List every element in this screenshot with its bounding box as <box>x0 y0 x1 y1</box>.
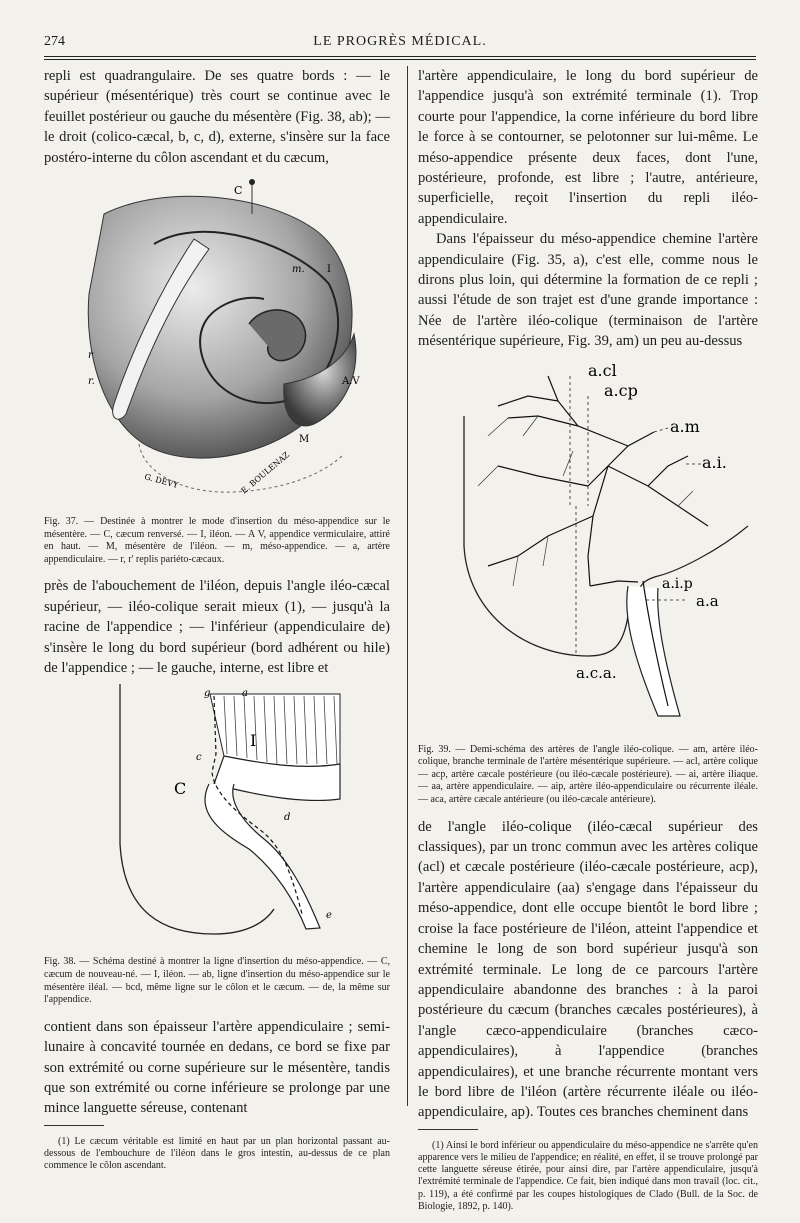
left-column <box>44 66 390 1182</box>
left-paragraph-1: repli est quadrangulaire. De ses quatre bords : — le supérieur (mésentérique) très court se continue avec le feuillet postérieur ou gauche du mésentère (Fig. 38, ab); — le droit (colico-cæcal, b, c, d), externe, s'insère sur la face postéro-interne du côlon ascendant et du cæcum, <box>44 68 390 166</box>
figure-37-caption: Fig. 37. — Destinée à montrer le mode d'insertion du méso-appendice sur le mésentère. — C, cæcum renversé. — I, iléon. — A V, appendice vermiculaire, attiré en haut. — M, mésentère de l'iléon. — m, méso-appendice. — a, artère appendiculaire. — r, r' replis pariéto-cæcaux. <box>44 516 390 565</box>
figure-38-diagram <box>44 684 390 944</box>
right-paragraph-2: Dans l'épaisseur du méso-appendice chemine l'artère appendiculaire (Fig. 35, a), c'est elle, comme nous le dirons plus loin, qui détermine la formation de ce repli ; aussi l'étude de son trajet est d'une grande importance : Née de l'artère iléo-colique (terminaison de l'artère mésentérique supérieure, Fig. 39, am) un peu au-dessus <box>418 231 758 350</box>
fig38-label-d: d <box>284 812 291 824</box>
leader-am <box>654 428 668 432</box>
fig37-label-r2: r. <box>88 376 95 388</box>
fig37-label-mm: M <box>299 434 310 446</box>
figure-39-caption: Fig. 39. — Demi-schéma des artères de l'angle iléo-colique. — am, artère iléo-colique, branche terminale de l'artère mésentérique supérieure. — acl, artère colique — acp, artère cæcale postérieure (ou iléo-cæcale postérieure). — ai, artère iliaque. — aa, artère appendiculaire. — aip, artère iléo-appendiculaire ou récurrente iléale. — aca, artère cæcale antérieure (ou iléo-cæcale antérieure). <box>418 743 758 806</box>
page-number: 274 <box>44 34 65 49</box>
figure-37-engraving <box>44 174 390 504</box>
appendix-outline <box>205 784 320 929</box>
fig39-label-am: a.m <box>670 416 700 436</box>
fig37-label-av: A.V <box>342 376 360 388</box>
right-paragraph-1: l'artère appendiculaire, le long du bord supérieur de l'appendice jusqu'à son extrémité terminale (1). Trop courte pour l'appendice, la corne inférieure du bord libre le force à se contourner, se pelotonner sur lui-même. Le méso-appendice présente deux faces, dont l'une, postérieure, profonde, est libre ; l'autre, antérieure, superficielle, reçoit l'insertion du repli iléo-appendiculaire. <box>418 68 758 227</box>
fig37-label-r1: r <box>88 350 93 362</box>
figure-38-caption: Fig. 38. — Schéma destiné à montrer la ligne d'insertion du méso-appendice. — C, cæcum de nouveau-né. — I, iléon. — ab, ligne d'insertion du méso-appendice sur le mésentère iléal. — bcd, même ligne sur le côlon et le cæcum. — de, la même sur l'appendice. <box>44 956 390 1006</box>
fine-branches <box>478 416 693 586</box>
fig38-label-a: a <box>242 688 248 700</box>
left-paragraph-2: près de l'abouchement de l'iléon, depuis l'angle iléo-cæcal supérieur, — iléo-colique serait mieux (1), — jusqu'à la racine de l'appendice ; — l'inférieur (appendiculaire de) s'insère le long du bord supérieur (bord adhérent ou hile) de l'appendice ; — le gauche, interne, est libre et <box>44 578 390 677</box>
figure-37 <box>44 174 390 506</box>
ileum-hatched-band <box>210 694 340 766</box>
header-rule <box>44 56 756 57</box>
right-paragraph-3: de l'angle iléo-colique (iléo-cæcal supérieur des classiques), par un tronc commun avec les artères colique (acl) et cæcale postérieure (iléo-cæcale postérieure, acp), l'artère appendiculaire (aa) s'engage dans l'épaisseur du méso-appendice, dont elle occupe bientôt le bord libre ; croise la face postérieure de l'iléon, atteint l'appendice et chemine le long de son bord supérieur jusqu'à son extrémité terminale. Le long de ce parcours l'artère appendiculaire abandonne des branches : à la paroi postérieure du cæcum (branches cæcales postérieures), à l'angle cæco-appendiculaire (branches cæco-appendiculaires), à l'appendice (branches appendiculaires), et une branche récurrente montant vers le bord libre de l'iléon (artère récurrente iléale ou iléo-appendiculaire, ap). Toutes ces branches cheminent dans <box>418 818 758 1121</box>
fig39-label-acl: a.cl <box>588 360 617 380</box>
fig38-label-c1: c <box>196 752 202 764</box>
figure-39 <box>418 356 758 734</box>
fig37-label-c: C <box>234 184 243 198</box>
ileum-outline <box>640 526 748 596</box>
fig38-label-c2: C <box>174 779 187 799</box>
fig38-label-e: e <box>326 910 332 922</box>
fig39-label-acp: a.cp <box>604 380 638 400</box>
fig39-label-aca: a.c.a. <box>576 663 617 682</box>
colon-outline <box>464 416 628 656</box>
fig37-engraver-2: E. BOULENAZ <box>239 450 292 496</box>
fig38-label-g: g <box>204 688 211 700</box>
left-paragraph-3: contient dans son épaisseur l'artère appendiculaire ; semi-lunaire à concavité tournée en dedans, ce bord se fixe par son extrémité ou corne supérieure sur le mésentère, tandis que son extrémité ou corne inférieure se prolonge par une mince languette séreuse, contenant <box>44 1018 390 1117</box>
header-rule-double <box>44 59 756 60</box>
pin-head <box>249 179 255 185</box>
right-column <box>418 66 758 1223</box>
fig39-label-aa: a.a <box>696 591 719 610</box>
right-footnote-rule <box>418 1129 478 1130</box>
fig39-label-aip: a.i.p <box>662 575 693 592</box>
left-footnote: (1) Le cæcum véritable est limité en haut par un plan horizontal passant au-dessous de l'embouchure de l'iléon dans le gros intestin, au-dessus de ce plan commence le côlon ascendant. <box>44 1135 390 1172</box>
running-title: LE PROGRÈS MÉDICAL. <box>313 34 487 49</box>
page-header <box>44 30 756 52</box>
column-divider <box>407 66 408 1106</box>
left-footnote-rule <box>44 1125 104 1126</box>
fig37-label-m: m. <box>292 264 305 276</box>
fig39-label-ai: a.i. <box>702 452 727 472</box>
appendix-outline <box>627 586 680 716</box>
fig38-label-i: I <box>250 731 257 751</box>
figure-39-diagram <box>418 356 758 732</box>
fig37-label-i: I <box>327 264 331 276</box>
fig37-engraver-1: G. DEVY <box>143 472 180 490</box>
figure-38 <box>44 684 390 946</box>
right-footnote: (1) Ainsi le bord inférieur ou appendiculaire du méso-appendice ne s'arrête qu'en apparence vers le milieu de l'appendice; en réalité, en effet, il se trouve prolongé par cette languette séreuse étirée, pour ainsi dire, par l'artère appendiculaire, jusqu'à l'extrémité terminale de l'appendice. Ce fait, bien indiqué dans mon travail (loc. cit., p. 119), a été confirmé par les coupes histologiques de Clado (Bull. de la Soc. de Biologie, 1892, p. 140). <box>418 1139 758 1212</box>
